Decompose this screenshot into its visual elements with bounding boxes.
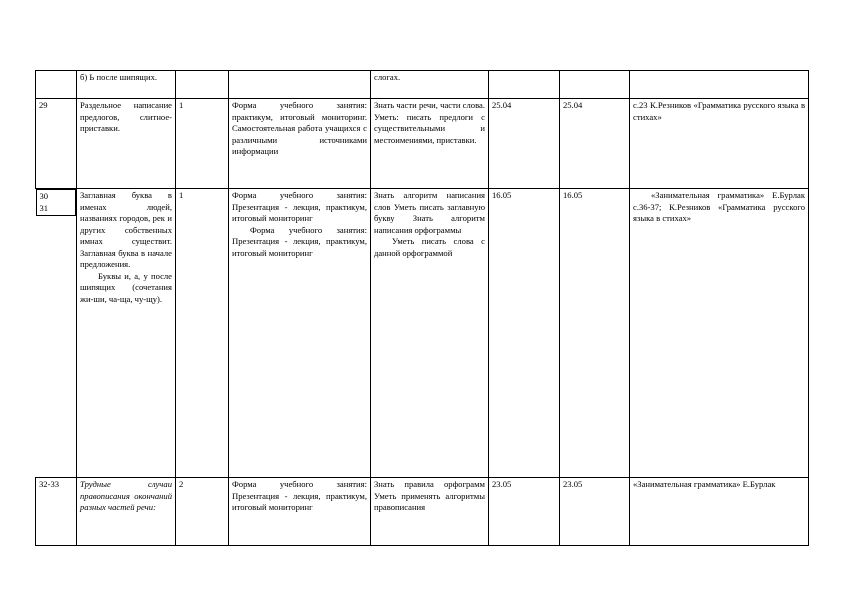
lesson-form-cell: [229, 71, 371, 99]
fact-date-cell: 25.04: [560, 99, 630, 189]
table-row: [36, 478, 809, 546]
skills-part-b: Уметь писать слова с данной орфограммой: [374, 236, 485, 258]
table-row: [36, 189, 809, 478]
lesson-topic-part-b: Буквы и, а, у после шипящих (сочетания жи-ши, ча-ща, чу-щу).: [80, 270, 172, 304]
skills-cell: слогах.: [371, 71, 489, 99]
lesson-topic-part-a: Заглавная буква в именах людей, названиях городов, рек и других собственных имнах существит. Заглавная буква в начале предложения.: [80, 190, 172, 269]
notes-cell: «Занимательная грамматика» Е.Бурлак: [630, 478, 809, 546]
lesson-number-cell: [36, 71, 77, 99]
lesson-number-cell: 29: [36, 99, 77, 189]
plan-date-cell: 16.05: [489, 189, 560, 478]
skills-cell: Знать правила орфограмм Уметь применять алгоритмы правописания: [371, 478, 489, 546]
lesson-form-part-a: Форма учебного занятия: Презентация - лекция, практикум, итоговый мониторинг: [232, 190, 367, 223]
fact-date-cell: 23.05: [560, 478, 630, 546]
table-row: [36, 71, 809, 99]
table-row: [36, 99, 809, 189]
lesson-form-cell: [229, 189, 371, 478]
hours-cell: [176, 71, 229, 99]
skills-cell: [371, 189, 489, 478]
lesson-form-part-b: Форма учебного занятия: Презентация - лекция, практикум, итоговый мониторинг: [232, 224, 367, 258]
lesson-topic-cell: [77, 189, 176, 478]
hours-cell: 1: [176, 99, 229, 189]
lesson-number-cell: 32-33: [36, 478, 77, 546]
lesson-number-cell: 30 31: [36, 189, 77, 216]
notes-cell: «Занимательная грамматика» Е.Бурлак с.36-37; К.Резников «Грамматика русского языка в стихах»: [630, 189, 809, 478]
hours-cell: 2: [176, 478, 229, 546]
lesson-form-cell: Форма учебного занятия: практикум, итоговый мониторинг. Самостоятельная работа учащихся с различными источниками информации: [229, 99, 371, 189]
lesson-topic-cell: б) Ь после шипящих.: [77, 71, 176, 99]
fact-date-cell: [560, 71, 630, 99]
plan-date-cell: 25.04: [489, 99, 560, 189]
lesson-topic-cell: Трудные случаи правописания окончаний разных частей речи:: [77, 478, 176, 546]
fact-date-cell: 16.05: [560, 189, 630, 478]
skills-part-a: Знать алгоритм написания слов Уметь писать заглавную букву Знать алгоритм написания орфограммы: [374, 190, 485, 235]
lesson-topic-cell: Раздельное написание предлогов, слитное-приставки.: [77, 99, 176, 189]
skills-cell: Знать части речи, части слова. Уметь: писать предлоги с существительными и местоимениями, приставки.: [371, 99, 489, 189]
lesson-plan-table: [35, 70, 809, 546]
plan-date-cell: 23.05: [489, 478, 560, 546]
plan-date-cell: [489, 71, 560, 99]
notes-cell: [630, 71, 809, 99]
lesson-form-cell: Форма учебного занятия: Презентация - лекция, практикум, итоговый мониторинг: [229, 478, 371, 546]
hours-cell: 1: [176, 189, 229, 478]
notes-cell: с.23 К.Резников «Грамматика русского языка в стихах»: [630, 99, 809, 189]
